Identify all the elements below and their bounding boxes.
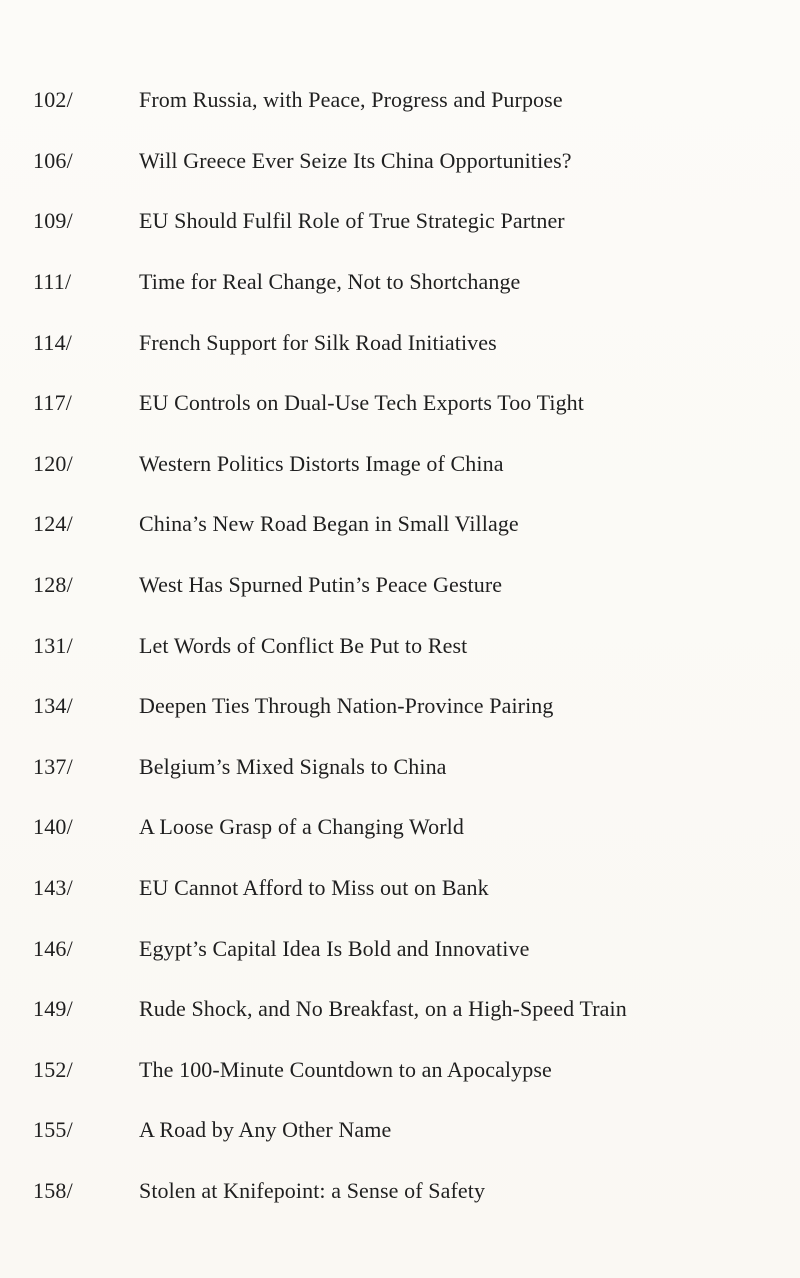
toc-page-number: 102/ (33, 87, 73, 113)
toc-page-number: 155/ (33, 1117, 73, 1143)
toc-page-number: 106/ (33, 147, 73, 173)
toc-page-number: 146/ (33, 935, 73, 961)
toc-page-number: 131/ (33, 632, 73, 658)
toc-entry (0, 737, 800, 798)
toc-entry (0, 131, 800, 192)
toc-entry-title: West Has Spurned Putin’s Peace Gesture (139, 572, 503, 598)
toc-entry-title: Let Words of Conflict Be Put to Rest (139, 632, 468, 658)
toc-entry-title: Stolen at Knifepoint: a Sense of Safety (139, 1177, 486, 1203)
toc-entry (0, 494, 800, 555)
toc-page-number: 152/ (33, 1056, 73, 1082)
toc-entry-title: French Support for Silk Road Initiatives (139, 329, 497, 355)
toc-entry (0, 676, 800, 737)
toc-entry-title: Will Greece Ever Seize Its China Opportunities? (139, 147, 572, 173)
toc-entry (0, 252, 800, 313)
toc-page-number: 120/ (33, 450, 73, 476)
toc-entry-title: From Russia, with Peace, Progress and Purpose (139, 87, 563, 113)
toc-page-number: 128/ (33, 572, 73, 598)
toc-entry (0, 615, 800, 676)
toc-entry-title: Rude Shock, and No Breakfast, on a High-Speed Train (139, 996, 627, 1022)
toc-entry (0, 70, 800, 131)
toc-page-number: 117/ (33, 390, 73, 416)
toc-entry (0, 1040, 800, 1101)
toc-entry-title: EU Controls on Dual-Use Tech Exports Too Tight (139, 390, 584, 416)
toc-page-number: 134/ (33, 693, 73, 719)
toc-entry-title: EU Should Fulfil Role of True Strategic Partner (139, 208, 565, 234)
toc-entry-title: The 100-Minute Countdown to an Apocalypse (139, 1056, 552, 1082)
toc-page-number: 111/ (33, 269, 72, 295)
toc-entry-title: Time for Real Change, Not to Shortchange (139, 269, 521, 295)
toc-page-number: 137/ (33, 753, 73, 779)
toc-entry-title: Belgium’s Mixed Signals to China (139, 753, 447, 779)
toc-page-number: 114/ (33, 329, 73, 355)
toc-entry (0, 1161, 800, 1222)
toc-entry-title: A Loose Grasp of a Changing World (139, 814, 464, 840)
toc-page-number: 140/ (33, 814, 73, 840)
toc-entry-title: A Road by Any Other Name (139, 1117, 392, 1143)
toc-page-number: 124/ (33, 511, 73, 537)
toc-entry (0, 191, 800, 252)
toc-entry (0, 797, 800, 858)
toc-entry (0, 434, 800, 495)
toc-entry-title: China’s New Road Began in Small Village (139, 511, 519, 537)
toc-entry (0, 312, 800, 373)
toc-entry (0, 555, 800, 616)
toc-page-number: 109/ (33, 208, 73, 234)
toc-entry (0, 979, 800, 1040)
toc-page-number: 149/ (33, 996, 73, 1022)
toc-entry (0, 918, 800, 979)
toc-entry-title: EU Cannot Afford to Miss out on Bank (139, 875, 489, 901)
toc-entry-title: Western Politics Distorts Image of China (139, 450, 504, 476)
toc-entry (0, 858, 800, 919)
toc-page-number: 158/ (33, 1177, 73, 1203)
table-of-contents (0, 70, 800, 1221)
toc-entry-title: Deepen Ties Through Nation-Province Pairing (139, 693, 554, 719)
toc-page-number: 143/ (33, 875, 73, 901)
toc-entry-title: Egypt’s Capital Idea Is Bold and Innovative (139, 935, 530, 961)
toc-entry (0, 1100, 800, 1161)
toc-entry (0, 373, 800, 434)
